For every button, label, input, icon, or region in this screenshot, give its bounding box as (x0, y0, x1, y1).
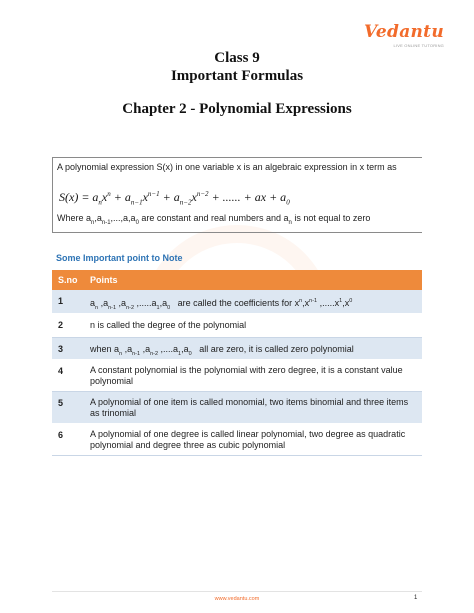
table-row (52, 314, 422, 338)
row-number: 5 (58, 398, 64, 408)
vedantu-logo (364, 22, 444, 48)
logo-text: Vedantu (363, 22, 444, 42)
points-subheading: Some Important point to Note (56, 253, 183, 263)
row-text: A polynomial of one degree is called linear polynomial, two degree as quadratic polynomial and degree three as cubic polynomial (90, 429, 406, 450)
page-number: 1 (414, 595, 418, 601)
row-number: 3 (58, 344, 64, 354)
definition-text: A polynomial expression S(x) in one variable x is an algebraic expression in x term as (57, 162, 397, 172)
row-text: $a_n$ $,a_{n-1}$ $,a_{n-2}$ $,.....a_1,a_0$ are called the coefficients for $x^n,x^{n-1}$ $,.....x^1,x^0$ (90, 298, 353, 311)
footer-divider (52, 591, 422, 592)
header-sno: S.no (58, 275, 78, 285)
header-points: Points (90, 275, 118, 285)
row-text: A polynomial of one item is called monomial, two items binomial and three items as trinomial (90, 397, 409, 418)
row-text: n is called the degree of the polynomial (90, 320, 247, 330)
row-text: when $a_n$ $,a_{n-1}$ $,a_{n-2}$ $,....a_1,a_0$ all are zero, it is called zero polynomial (90, 344, 354, 357)
table-row (52, 392, 422, 424)
table-row (52, 338, 422, 360)
row-number: 6 (58, 430, 64, 440)
definition-where-text: Where $a_n,a_{n-1},...,a,a_0$ are constant and real numbers and $a_n$ is not equal to zero (57, 213, 371, 226)
chapter-title: Chapter 2 - Polynomial Expressions (122, 101, 352, 117)
row-text: A constant polynomial is the polynomial with zero degree, it is a constant value polynomial (90, 365, 403, 386)
points-table (52, 270, 422, 456)
footer-url[interactable]: www.vedantu.com (214, 596, 260, 602)
table-row (52, 290, 422, 314)
formulas-title: Important Formulas (170, 68, 304, 84)
table-row (52, 360, 422, 392)
row-number: 4 (58, 366, 64, 376)
class-title: Class 9 (214, 50, 260, 66)
row-number: 2 (58, 320, 64, 330)
row-number: 1 (58, 296, 64, 306)
definition-box (52, 157, 422, 233)
table-row (52, 424, 422, 456)
logo-tagline: LIVE ONLINE TUTORING (393, 43, 444, 48)
polynomial-formula: $S(x) = a_nx^n + a_{n-1}x^{n-1} + a_{n-2}x^{n-2}$ + ...... + ax + $a_0$ (59, 190, 290, 207)
table-header (52, 270, 422, 290)
